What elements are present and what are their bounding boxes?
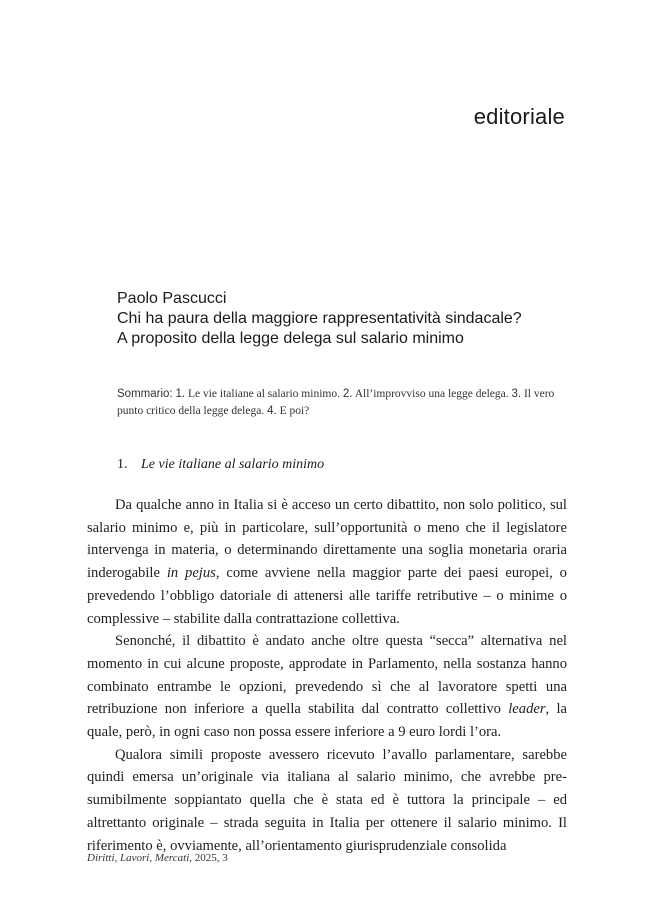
- summary-label: Sommario:: [117, 388, 173, 400]
- page-footer: [87, 852, 228, 864]
- summary-item-text: Le vie italiane al salario minimo.: [187, 388, 340, 400]
- article-header: [117, 288, 577, 349]
- body-text: [87, 494, 567, 857]
- title-line-2: A proposito della legge delega sul salario minimo: [117, 330, 464, 347]
- section-number: 1.: [117, 457, 128, 472]
- title-line-1: Chi ha paura della maggiore rappresentatività sindacale?: [117, 310, 522, 327]
- paragraph-text: Senonché, il dibattito è andato anche oltre questa “secca” alternativa nel momento in cui alcune proposte, approdate in Parlamento, nella sostanza hanno combinato entrambe le opzioni, prevedendo sì che al lavoratore spetti una retribuzione non inferiore a quella stabilita dal contratto collettivo: [87, 633, 567, 718]
- section-title: Le vie italiane al salario minimo: [141, 457, 325, 472]
- journal-name: Diritti, Lavori, Mercati: [87, 852, 190, 864]
- paragraph-emphasis: in pejus: [166, 565, 216, 582]
- article-title: [117, 309, 577, 349]
- paragraph: [87, 630, 567, 744]
- paragraph: [87, 744, 567, 858]
- section-heading: [117, 457, 324, 473]
- summary-item-number: 2.: [342, 388, 353, 400]
- section-label: editoriale: [473, 104, 565, 129]
- author-name: Paolo Pascucci: [117, 290, 227, 307]
- paragraph-text: , la quale, però, in ogni caso non possa essere inferiore a 9 euro lordi l’ora.: [87, 701, 567, 741]
- paragraph-emphasis: leader: [508, 701, 546, 718]
- summary-item-number: 3.: [511, 388, 522, 400]
- paragraph-text: , come avviene nella maggior parte dei paesi europei, o prevedendo l’obbligo datoriale di attenersi alle tariffe retributive – o minime o complessive – stabilite dalla contrattazione collettiva.: [87, 565, 567, 627]
- paragraph-text: Qualora simili proposte avessero ricevuto l’avallo parlamentare, sarebbe quindi emersa un’originale via italiana al salario minimo, che avrebbe presumibilmente soppiantato quella che è stata ed è tuttora la principale – ed altrettanto originale – strada seguita in Italia per ottenere il salario minimo. Il riferimento è, ovviamente, all’orientamento giurisprudenziale consolida: [87, 746, 567, 854]
- paragraph-text: Da qualche anno in Italia si è acceso un certo dibattito, non solo politico, sul salario minimo e, più in particolare, sull’opportunità o meno che il legislatore intervenga in materia, o determinando direttamente una soglia monetaria oraria inderogabile: [87, 497, 567, 582]
- summary-item-number: 4.: [267, 405, 277, 417]
- journal-issue: , 2025, 3: [189, 852, 228, 864]
- summary-item-text: All’improvviso una legge delega.: [354, 388, 509, 400]
- summary-item-number: 1.: [175, 388, 186, 400]
- summary-item-text: Il vero punto critico della legge delega.: [117, 388, 555, 417]
- paragraph: [87, 494, 567, 630]
- summary: [117, 386, 565, 420]
- summary-item-text: E poi?: [279, 405, 310, 417]
